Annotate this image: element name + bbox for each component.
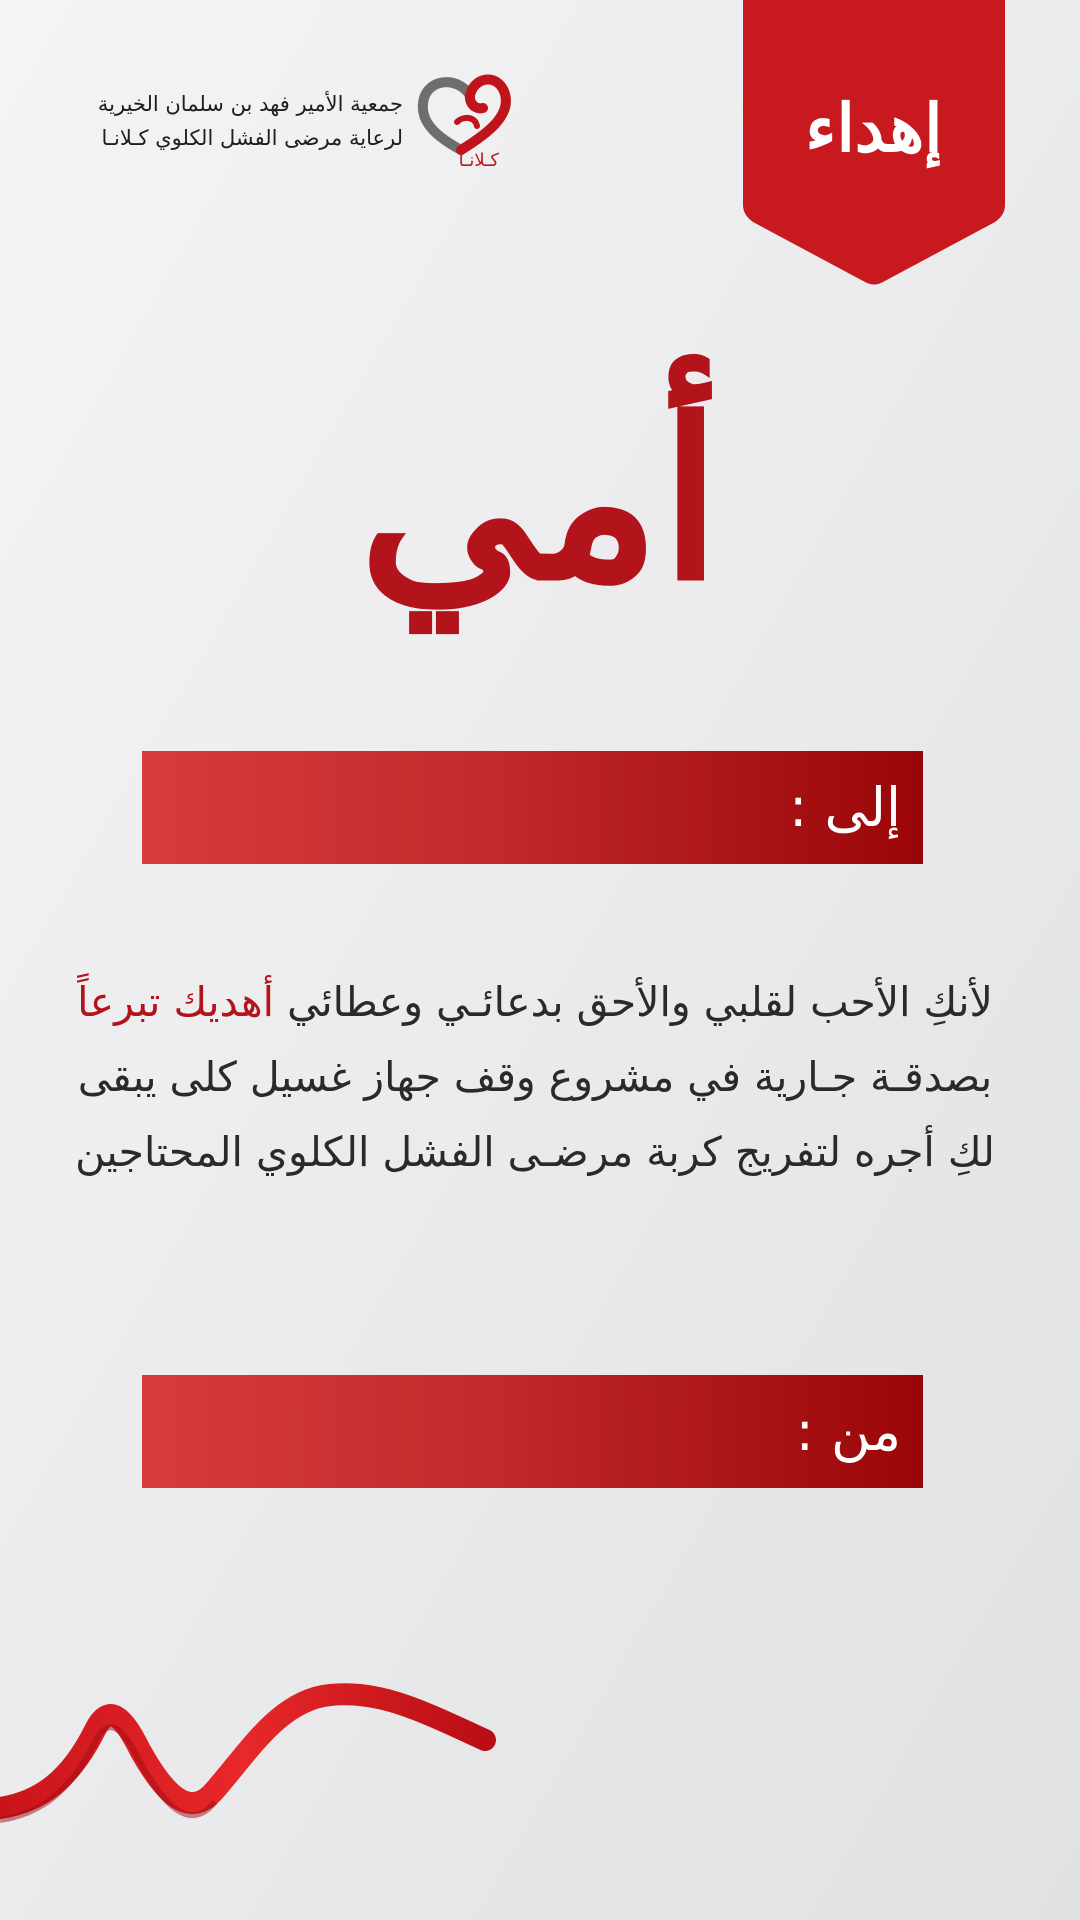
logo-wordmark: كـلانـا (458, 150, 499, 171)
message-text-2 (160, 978, 173, 1026)
banner-label: إهداء (805, 89, 943, 167)
from-label: من : (795, 1400, 901, 1463)
ribbon-decoration-icon (0, 1680, 500, 1840)
to-field-bar[interactable] (142, 751, 923, 864)
message-highlight-donation: تبرعاً (77, 978, 161, 1026)
charity-logo (68, 72, 513, 182)
message-highlight-gift: أهديك (173, 978, 275, 1026)
page-title: أمي (358, 370, 722, 629)
to-label: إلى : (789, 776, 901, 839)
dedication-message (60, 965, 1010, 1190)
message-text-1: لأنكِ الأحب لقلبي والأحق بدعائـي وعطائي (274, 978, 993, 1026)
logo-name-line: جمعية الأمير فهد بن سلمان الخيرية (97, 92, 403, 116)
from-field-bar[interactable] (142, 1375, 923, 1488)
message-text-3: بصدقـة جـارية في مشروع وقف جهاز غسيل كلى يبقى لكِ أجره لتفريج كربة مرضـى الفشل الكلوي المحتاجين (75, 1053, 995, 1176)
logo-subtitle-line: لرعاية مرضى الفشل الكلوي كـلانـا (101, 126, 403, 150)
